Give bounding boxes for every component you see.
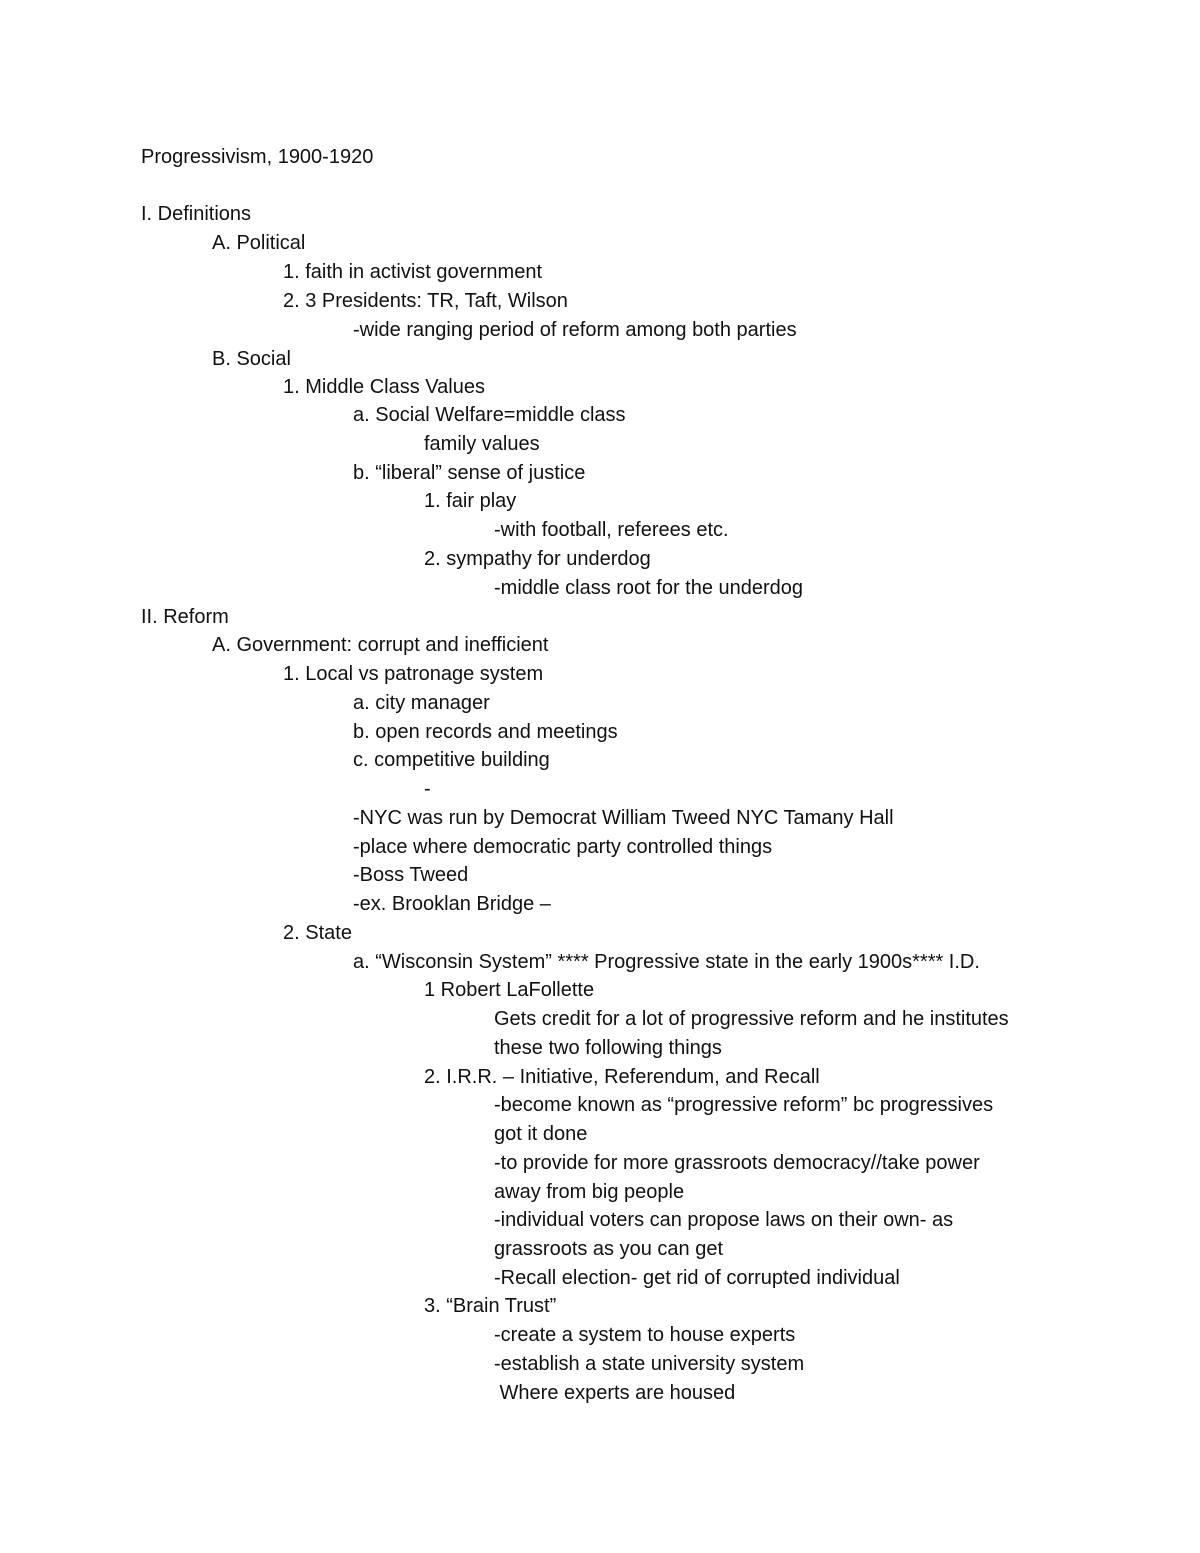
outline-line: A. Government: corrupt and inefficient — [212, 634, 549, 656]
outline-line: -with football, referees etc. — [494, 519, 729, 541]
outline-line: 2. I.R.R. – Initiative, Referendum, and Recall — [424, 1066, 820, 1088]
outline-line: -Recall election- get rid of corrupted individual — [494, 1267, 900, 1289]
outline-line: grassroots as you can get — [494, 1238, 724, 1260]
outline-line: away from big people — [494, 1181, 685, 1203]
outline-line: Where experts are housed — [494, 1382, 736, 1404]
outline-line: a. “Wisconsin System” **** Progressive state in the early 1900s**** I.D. — [353, 951, 980, 973]
outline-line: -middle class root for the underdog — [494, 577, 804, 599]
outline-line: 1. fair play — [424, 490, 517, 512]
outline-line: -ex. Brooklan Bridge – — [353, 893, 551, 915]
outline-line: I. Definitions — [141, 203, 252, 225]
document-title: Progressivism, 1900-1920 — [141, 146, 374, 168]
outline-line: c. competitive building — [353, 749, 550, 771]
outline-line: - — [424, 778, 431, 800]
outline-line: a. city manager — [353, 692, 490, 714]
outline-line: -place where democratic party controlled things — [353, 836, 773, 858]
outline-line: -establish a state university system — [494, 1353, 805, 1375]
outline-line: B. Social — [212, 348, 291, 370]
outline-line: 1. faith in activist government — [283, 261, 543, 283]
outline-line: 1. Middle Class Values — [283, 376, 485, 398]
outline-line: b. open records and meetings — [353, 721, 618, 743]
outline-line: Gets credit for a lot of progressive reform and he institutes — [494, 1008, 1009, 1030]
outline-line: a. Social Welfare=middle class — [353, 404, 626, 426]
outline-line: A. Political — [212, 232, 306, 254]
outline-line: 1. Local vs patronage system — [283, 663, 544, 685]
outline-line: -Boss Tweed — [353, 864, 469, 886]
outline-line: 2. 3 Presidents: TR, Taft, Wilson — [283, 290, 568, 312]
outline-line: b. “liberal” sense of justice — [353, 462, 586, 484]
outline-line: -wide ranging period of reform among both parties — [353, 319, 797, 341]
outline-line: family values — [424, 433, 540, 455]
outline-line: these two following things — [494, 1037, 722, 1059]
outline-line: 1 Robert LaFollette — [424, 979, 595, 1001]
outline-line: 3. “Brain Trust” — [424, 1295, 557, 1317]
outline-line: -create a system to house experts — [494, 1324, 796, 1346]
outline-line: -individual voters can propose laws on their own- as — [494, 1209, 954, 1231]
outline-line: got it done — [494, 1123, 588, 1145]
outline-line: II. Reform — [141, 606, 229, 628]
outline-line: -become known as “progressive reform” bc progressives — [494, 1094, 994, 1116]
outline-line: -NYC was run by Democrat William Tweed NYC Tamany Hall — [353, 807, 894, 829]
outline-line: 2. sympathy for underdog — [424, 548, 651, 570]
outline-line: -to provide for more grassroots democracy//take power — [494, 1152, 980, 1174]
outline-line: 2. State — [283, 922, 352, 944]
